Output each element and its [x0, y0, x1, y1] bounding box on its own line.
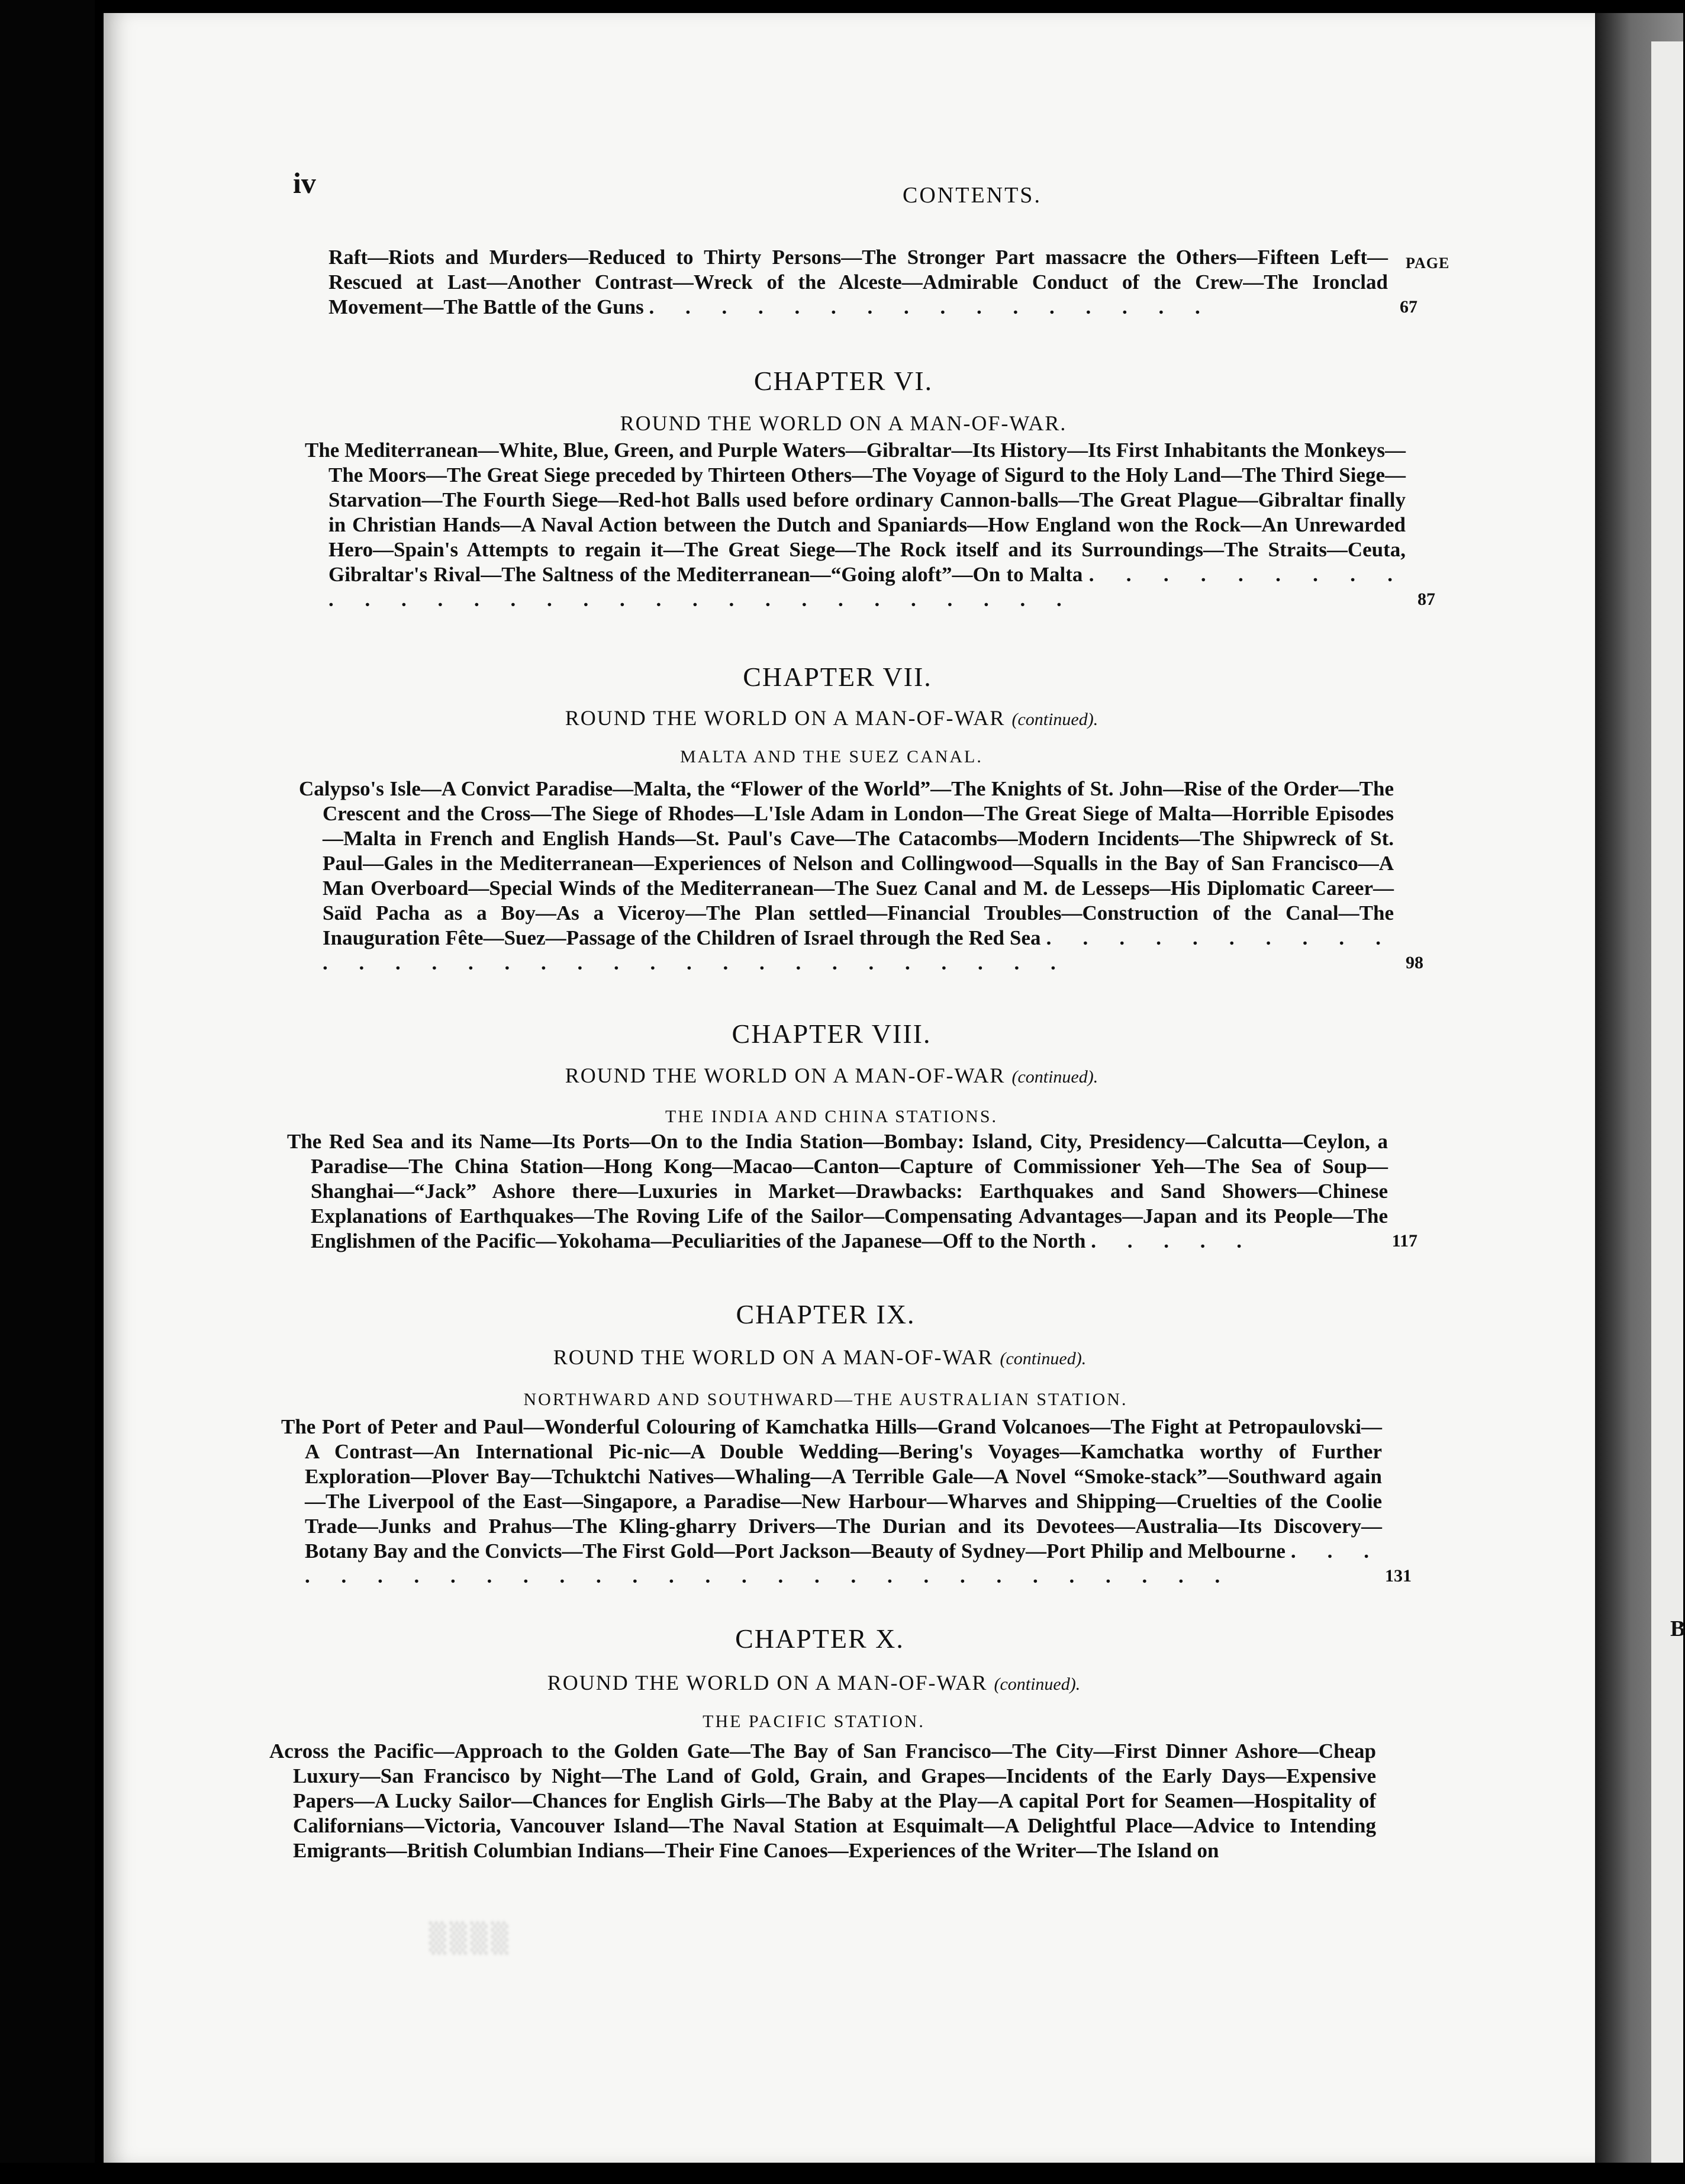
- summary-page: 98: [1406, 953, 1423, 972]
- summary-page: 87: [1417, 590, 1435, 609]
- continued-note: (continued).: [994, 1674, 1081, 1694]
- chapter-title-text: ROUND THE WORLD ON A MAN-OF-WAR: [547, 1671, 988, 1695]
- summary-page: 117: [1391, 1231, 1417, 1251]
- adjacent-page: [1651, 41, 1683, 2163]
- chapter-heading-vi: CHAPTER VI.: [753, 366, 933, 396]
- chapter-heading-x: CHAPTER X.: [735, 1623, 904, 1654]
- chapter-summary-vii: [299, 777, 1423, 975]
- chapter-subtitle-x: THE PACIFIC STATION.: [703, 1712, 925, 1731]
- page-column-label: PAGE: [1406, 255, 1450, 272]
- entry-page: 67: [1400, 297, 1417, 317]
- summary-text: Calypso's Isle—A Convict Paradise—Malta, the “Flower of the World”—The Knights of St. John—Rise of the Order—The Crescent and the Cross—The Siege of Rhodes—L'Isle Adam in London—The Great Siege of Malta—Horrible Episodes—Malta in French and English Hands—St. Paul's Cave—The Catacombs—Modern Incidents—The Shipwreck of St. Paul—Gales in the Mediterranean—Experiences of Nelson and Collingwood—Squalls in the Bay of San Francisco—A Man Overboard—Special Winds of the Mediterranean—The Suez Canal and M. de Lesseps—His Diplomatic Career—Saïd Pacha as a Boy—As a Viceroy—The Plan settled—Financial Troubles—Construction of the Canal—The Inauguration Fête—Suez—Passage of the Children of Israel through the Red Sea: [299, 777, 1394, 949]
- adjacent-page-letter: B: [1670, 1616, 1685, 1641]
- chapter-title-text: ROUND THE WORLD ON A MAN-OF-WAR: [553, 1345, 994, 1369]
- summary-text: The Red Sea and its Name—Its Ports—On to the India Station—Bombay: Island, City, Presidency—Calcutta—Ceylon, a Paradise—The China Station—Hong Kong—Macao—Canton—Capture of Commissioner Yeh—The Sea of Soup—Shanghai—“Jack” Ashore there—Luxuries in Market—Drawbacks: Earthquakes and Sand Showers—Chinese Explanations of Earthquakes—The Roving Life of the Sailor—Compensating Advantages—Japan and its People—The Englishmen of the Pacific—Yokohama—Peculiarities of the Japanese—Off to the North: [287, 1130, 1388, 1252]
- chapter-title-viii: [299, 1063, 1364, 1088]
- leader-dots: . . . . . . . . . . . . . . . . . . . . . . . . . . . . .: [305, 1539, 1383, 1587]
- page-content: [104, 13, 1595, 2163]
- leader-dots: . . . . . . . . . . . . . . . . . . . . . . . . . . . . . .: [328, 563, 1406, 611]
- leader-dots: . . . . .: [1091, 1229, 1255, 1252]
- summary-page: 131: [1385, 1566, 1412, 1586]
- chapter-title-x: [281, 1670, 1346, 1695]
- chapter-summary-viii: [287, 1129, 1417, 1254]
- summary-text: The Mediterranean—White, Blue, Green, and Purple Waters—Gibraltar—Its History—Its First Inhabitants the Monkeys—The Moors—The Great Siege preceded by Thirteen Others—The Voyage of Sigurd to the Holy Land—The Third Siege—Starvation—The Fourth Siege—Red-hot Balls used before ordinary Cannon-balls—The Great Plague—Gibraltar finally in Christian Hands—A Naval Action between the Dutch and Spaniards—How England won the Rock—An Unrewarded Hero—Spain's Attempts to regain it—The Great Siege—The Rock itself and its Surroundings—The Straits—Ceuta, Gibraltar's Rival—The Saltness of the Mediterranean—“Going aloft”—On to Malta: [305, 439, 1406, 586]
- document-page: [104, 13, 1595, 2163]
- chapter-title-text: ROUND THE WORLD ON A MAN-OF-WAR: [565, 706, 1006, 730]
- toc-entry-continuation: [328, 245, 1417, 320]
- chapter-title-text: ROUND THE WORLD ON A MAN-OF-WAR: [565, 1064, 1006, 1087]
- scan-border-top: [0, 0, 1683, 13]
- chapter-summary-ix: [281, 1415, 1412, 1589]
- chapter-title-vi: [311, 411, 1376, 436]
- chapter-heading-vii: CHAPTER VII.: [743, 662, 932, 692]
- scan-border-left: [0, 0, 95, 2184]
- chapter-subtitle-ix: NORTHWARD AND SOUTHWARD—THE AUSTRALIAN STATION.: [523, 1390, 1128, 1409]
- chapter-title-vii: [299, 706, 1364, 730]
- chapter-subtitle-vii: MALTA AND THE SUEZ CANAL.: [680, 747, 983, 766]
- chapter-heading-ix: CHAPTER IX.: [736, 1299, 916, 1329]
- chapter-summary-vi: [305, 438, 1435, 612]
- chapter-heading-viii: CHAPTER VIII.: [732, 1019, 932, 1049]
- chapter-subtitle-viii: THE INDIA AND CHINA STATIONS.: [665, 1107, 998, 1126]
- continued-note: (continued).: [1011, 710, 1098, 729]
- summary-text: The Port of Peter and Paul—Wonderful Colouring of Kamchatka Hills—Grand Volcanoes—The Fight at Petropaulovski—A Contrast—An International Pic-nic—A Double Wedding—Bering's Voyages—Kamchatka worthy of Further Exploration—Plover Bay—Tchuktchi Natives—Whaling—A Terrible Gale—A Novel “Smoke-stack”—Southward again—The Liverpool of the East—Singapore, a Paradise—New Harbour—Wharves and Shipping—Cruelties of the Coolie Trade—Junks and Prahus—The Kling-gharry Drivers—The Durian and its Devotees—Australia—Its Discovery—Botany Bay and the Convicts—The First Gold—Port Jackson—Beauty of Sydney—Port Philip and Melbourne: [281, 1415, 1382, 1563]
- leader-dots: . . . . . . . . . . . . . . . .: [649, 295, 1213, 318]
- entry-text: Raft—Riots and Murders—Reduced to Thirty Persons—The Stronger Part massacre the Others—Fifteen Left—Rescued at Last—Another Contrast—Wreck of the Alceste—Admirable Conduct of the Crew—The Ironclad Movement—The Battle of the Guns: [328, 246, 1388, 318]
- chapter-title-ix: [287, 1345, 1352, 1370]
- continued-note: (continued).: [1011, 1067, 1098, 1087]
- scan-border-bottom: [0, 2163, 1683, 2184]
- summary-text: Across the Pacific—Approach to the Golden Gate—The Bay of San Francisco—The City—First Dinner Ashore—Cheap Luxury—San Francisco by Night—The Land of Gold, Grain, and Grapes—Incidents of the Early Days—Expensive Papers—A Lucky Sailor—Chances for English Girls—The Baby at the Play—A capital Port for Seamen—Hospitality of Californians—Victoria, Vancouver Island—The Naval Station at Esquimalt—A Delightful Place—Advice to Intending Emigrants—British Columbian Indians—Their Fine Canoes—Experiences of the Writer—The Island on: [269, 1740, 1376, 1862]
- page-number: iv: [293, 166, 316, 199]
- faded-library-stamp: ▒▒▒▒: [429, 1922, 512, 1955]
- continued-note: (continued).: [1000, 1349, 1087, 1368]
- running-head: CONTENTS.: [903, 183, 1042, 208]
- chapter-title-text: ROUND THE WORLD ON A MAN-OF-WAR.: [620, 411, 1067, 435]
- chapter-summary-x: [269, 1739, 1376, 1863]
- leader-dots: . . . . . . . . . . . . . . . . . . . . . . . . . . . . . . .: [323, 926, 1394, 974]
